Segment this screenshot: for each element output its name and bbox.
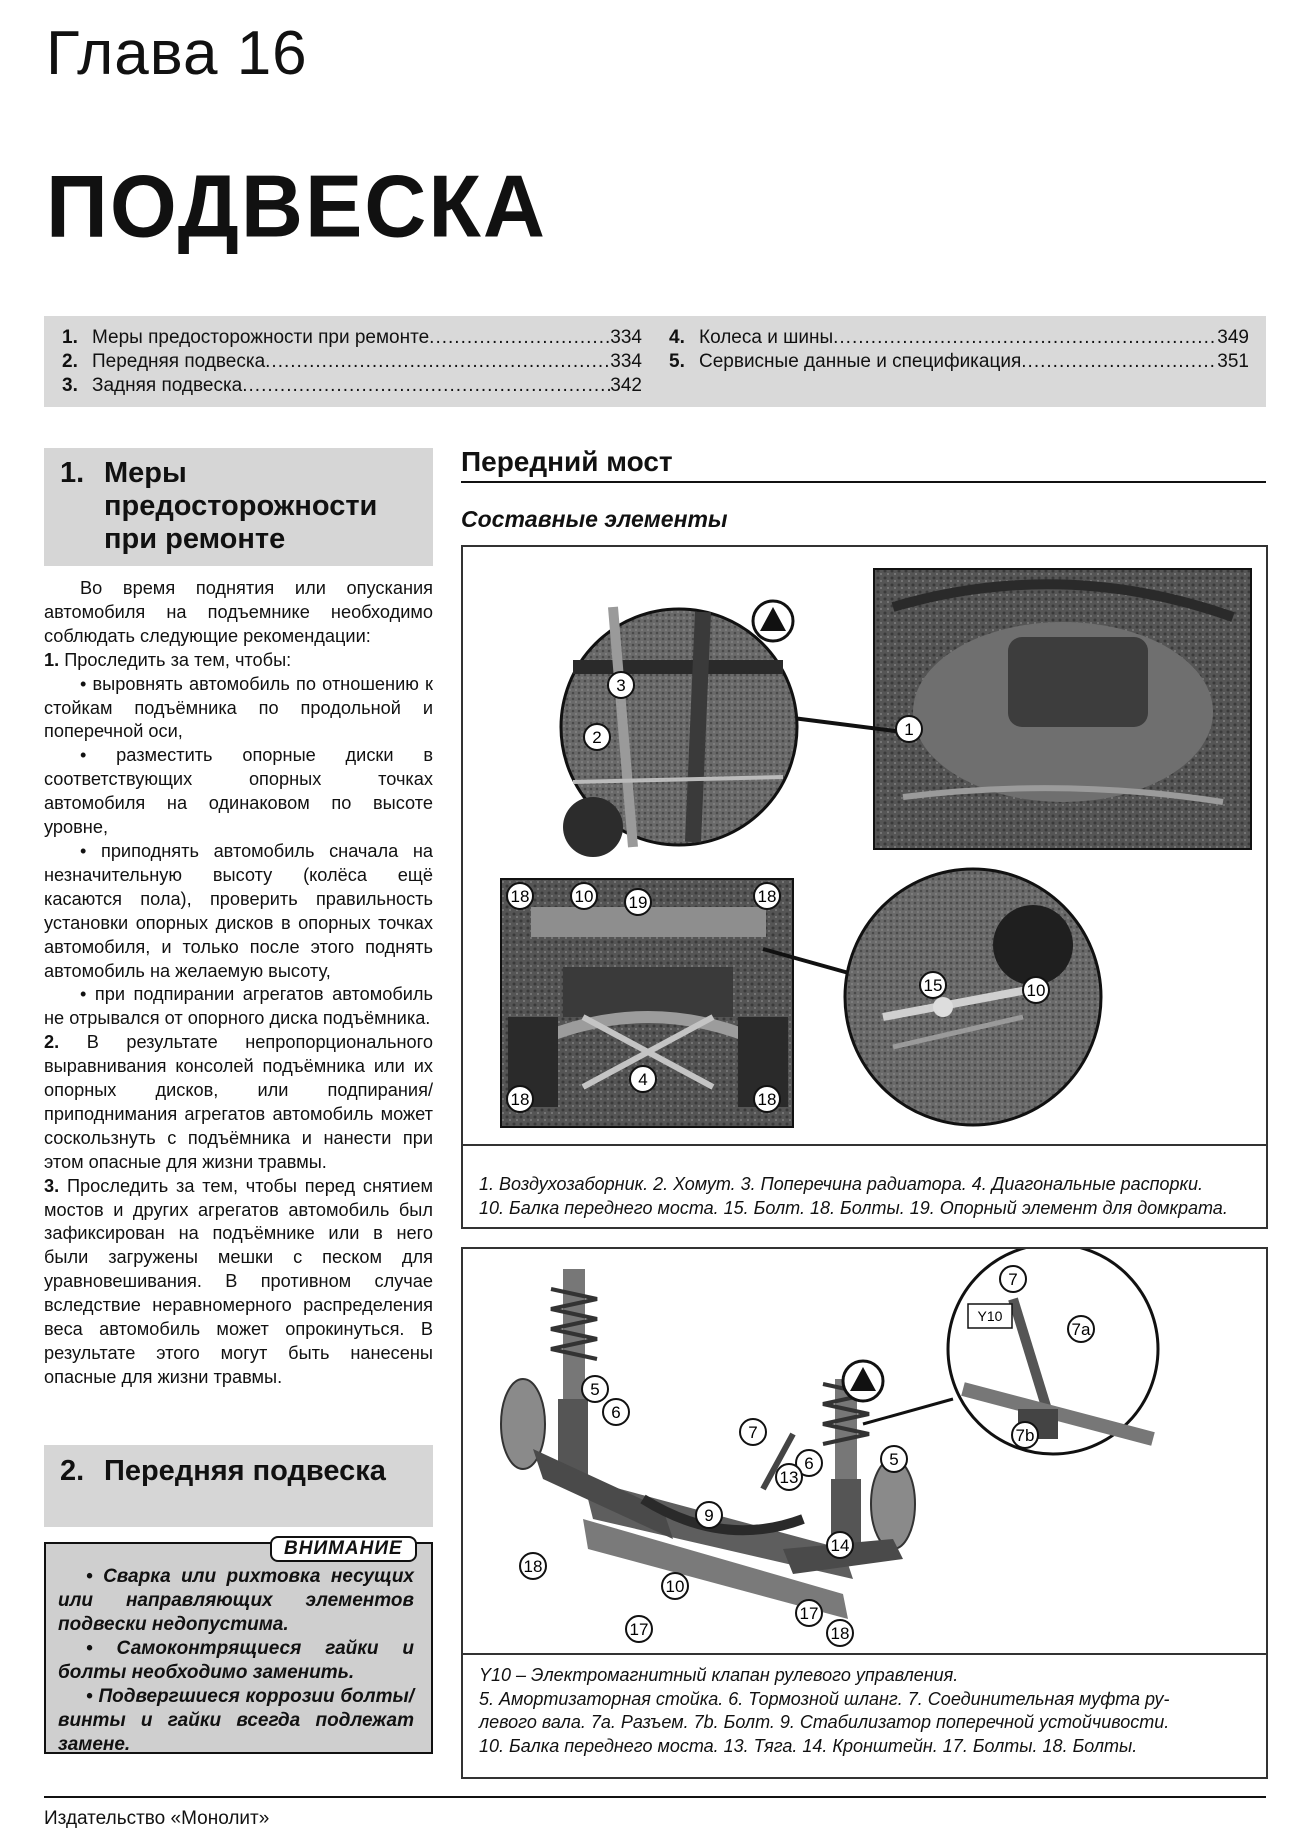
warning-item: • Сварка или рихтовка несущих или направляющих элементов подвески недопустима. [58,1566,414,1635]
toc-item-num: 4. [669,327,685,348]
toc-item[interactable] [669,350,1249,374]
svg-text:18: 18 [757,1090,777,1109]
svg-text:2: 2 [592,728,602,747]
svg-text:19: 19 [628,893,648,912]
svg-text:10: 10 [1026,981,1046,1000]
section1-title-line: при ремонте [104,523,286,555]
svg-text:10: 10 [665,1577,685,1596]
section1-title-line: Меры [104,457,187,489]
warning-text [58,1565,414,1757]
toc-item-num: 3. [62,375,78,396]
toc-item-label: Меры предосторожности при ремонте [92,327,430,348]
callout [603,1399,629,1425]
caption-line: левого вала. 7a. Разъем. 7b. Болт. 9. Стабилизатор поперечной устойчивости. [479,1712,1170,1732]
toc-item-num: 5. [669,351,685,372]
section1-title-line: предосторожности [104,490,378,522]
publisher-footer: Издательство «Монолит» [44,1808,270,1829]
footer-rule [44,1796,1266,1798]
svg-text:7: 7 [1008,1270,1018,1289]
callout [584,724,610,750]
caption-line: 10. Балка переднего моста. 13. Тяга. 14. Кронштейн. 17. Болты. 18. Болты. [479,1735,1138,1756]
svg-text:18: 18 [510,1090,530,1109]
svg-text:4: 4 [638,1070,648,1089]
chapter-title: ПОДВЕСКА [46,158,548,256]
callout [626,1616,652,1642]
svg-text:17: 17 [629,1620,649,1639]
toc-item[interactable] [669,326,1249,350]
toc-item-page: 342 [610,375,642,396]
toc-item-page: 349 [1217,327,1249,348]
section2-number: 2. [60,1455,85,1487]
toc-item[interactable] [62,326,642,350]
svg-text:7a: 7a [1071,1320,1091,1339]
warning-triangle-icon [843,1361,883,1401]
axle-assembly-photo [501,1269,915,1619]
svg-text:18: 18 [830,1624,850,1643]
table-of-contents [44,316,1266,407]
caption-line: 10. Балка переднего моста. 15. Болт. 18. Болты. 19. Опорный элемент для домкрата. [479,1197,1228,1218]
caption-line: 1. Воздухозаборник. 2. Хомут. 3. Поперечина радиатора. 4. Диагональные распорки. [479,1174,1204,1194]
list-item: 2. В результате непропорционального выравнивания консолей подъёмника или их опорных дисков, или подпирания/приподнимания агрегатов автомобиль может соскользнуть с подъёмника и нанести при этом опасные для жизни травмы. [44,1032,433,1172]
svg-text:15: 15 [923,976,943,995]
toc-item[interactable] [62,374,642,398]
jack-point-closeup-photo [845,869,1101,1125]
svg-text:6: 6 [804,1454,814,1473]
list-item: 3. Проследить за тем, чтобы перед снятием мостов и других агрегатов автомобиль был зафиксирован на подъёмнике или в него были загружены мешки с песком для уравновешивания. В противном случае вследствие неравномерного распределения веса автомобиль может опрокинуться. В результате этого могут быть нанесены опасные для жизни травмы. [44,1175,433,1387]
svg-text:17: 17 [799,1604,819,1623]
chapter-number: Глава 16 [46,19,308,88]
engine-bay-photo [874,569,1251,849]
svg-text:7: 7 [748,1423,758,1442]
svg-text:5: 5 [889,1450,899,1469]
bullet-item: • разместить опорные диски в соответствующих опорных точках автомобиля на одинаковом по высоте уровне, [44,745,433,838]
svg-text:18: 18 [523,1557,543,1576]
callout [754,883,780,909]
caption-line: 5. Амортизаторная стойка. 6. Тормозной шланг. 7. Соединительная муфта ру- [479,1688,1170,1709]
callout [507,1086,533,1112]
toc-item-page: 334 [610,327,642,348]
toc-item-label: Сервисные данные и спецификация [699,351,1022,372]
svg-text:6: 6 [611,1403,621,1422]
callout [896,716,922,742]
callout [608,672,634,698]
section2-title: Передняя подвеска [104,1455,386,1487]
callout [582,1376,608,1402]
list-item: 1. Проследить за тем, чтобы: [44,649,292,670]
callout [1000,1266,1026,1292]
callout [662,1573,688,1599]
callout [630,1066,656,1092]
figure2-caption [479,1664,1169,1758]
bullet-item: • приподнять автомобиль сначала на незначительную высоту (колёса ещё касаются пола), проверить правильность установки опорных дисков в опорных точках автомобиля, и только после этого поднять автомобиль на желаемую высоту, [44,840,433,981]
svg-text:18: 18 [510,887,530,906]
svg-text:3: 3 [616,676,626,695]
svg-text:14: 14 [830,1536,850,1555]
callout [507,883,533,909]
toc-item-label: Передняя подвеска [92,351,266,372]
callout [740,1419,766,1445]
figure1-illustration [463,547,1266,1227]
callout [520,1553,546,1579]
toc-item-label: Колеса и шины [699,327,834,348]
section2-heading [60,1455,386,1488]
inset-label: Y10 [977,1308,1003,1324]
caption-line: Y10 – Электромагнитный клапан рулевого управления. [479,1665,959,1685]
svg-text:5: 5 [590,1380,600,1399]
callout [776,1464,802,1490]
toc-item-num: 2. [62,351,78,372]
callout [1023,977,1049,1003]
svg-text:7b: 7b [1015,1426,1035,1445]
svg-text:13: 13 [779,1468,799,1487]
section1-heading [60,457,377,556]
section1-number: 1. [60,457,85,489]
bullet-item: • выровнять автомобиль по отношению к стойкам подъёмника по продольной и поперечной оси, [44,673,433,742]
toc-item-num: 1. [62,327,78,348]
callout [881,1446,907,1472]
warning-label: ВНИМАНИЕ [270,1536,417,1562]
callout [754,1086,780,1112]
warning-item: • Подвергшиеся коррозии болты/винты и гайки всегда подлежат замене. [58,1686,414,1755]
section-heading-front-axle: Передний мост [461,446,673,477]
heading-rule [461,481,1266,483]
toc-item[interactable] [62,350,642,374]
figure1-caption [479,1173,1228,1220]
toc-right-column [669,326,1249,374]
toc-item-page: 334 [610,351,642,372]
toc-item-page: 351 [1217,351,1249,372]
warning-item: • Самоконтрящиеся гайки и болты необходимо заменить. [58,1638,414,1683]
callout [920,972,946,998]
bullet-item: • при подпирании агрегатов автомобиль не отрывался от опорного диска подъёмника. [44,984,433,1029]
intro-paragraph: Во время поднятия или опускания автомобиля на подъемнике необходимо соблюдать следующие рекомендации: [44,578,433,646]
subheading-components: Составные элементы [461,506,728,532]
svg-text:18: 18 [757,887,777,906]
toc-left-column [62,326,642,398]
callout [796,1600,822,1626]
callout [1068,1316,1094,1342]
figure-front-axle-components [461,545,1268,1229]
warning-triangle-icon [753,601,793,641]
toc-item-label: Задняя подвеска [92,375,243,396]
section1-body [44,577,433,1390]
svg-text:1: 1 [904,720,914,739]
callout [625,889,651,915]
callout [827,1620,853,1646]
svg-text:9: 9 [704,1506,714,1525]
callout [1012,1422,1038,1448]
svg-text:10: 10 [574,887,594,906]
callout [696,1502,722,1528]
callout [827,1532,853,1558]
callout [571,883,597,909]
